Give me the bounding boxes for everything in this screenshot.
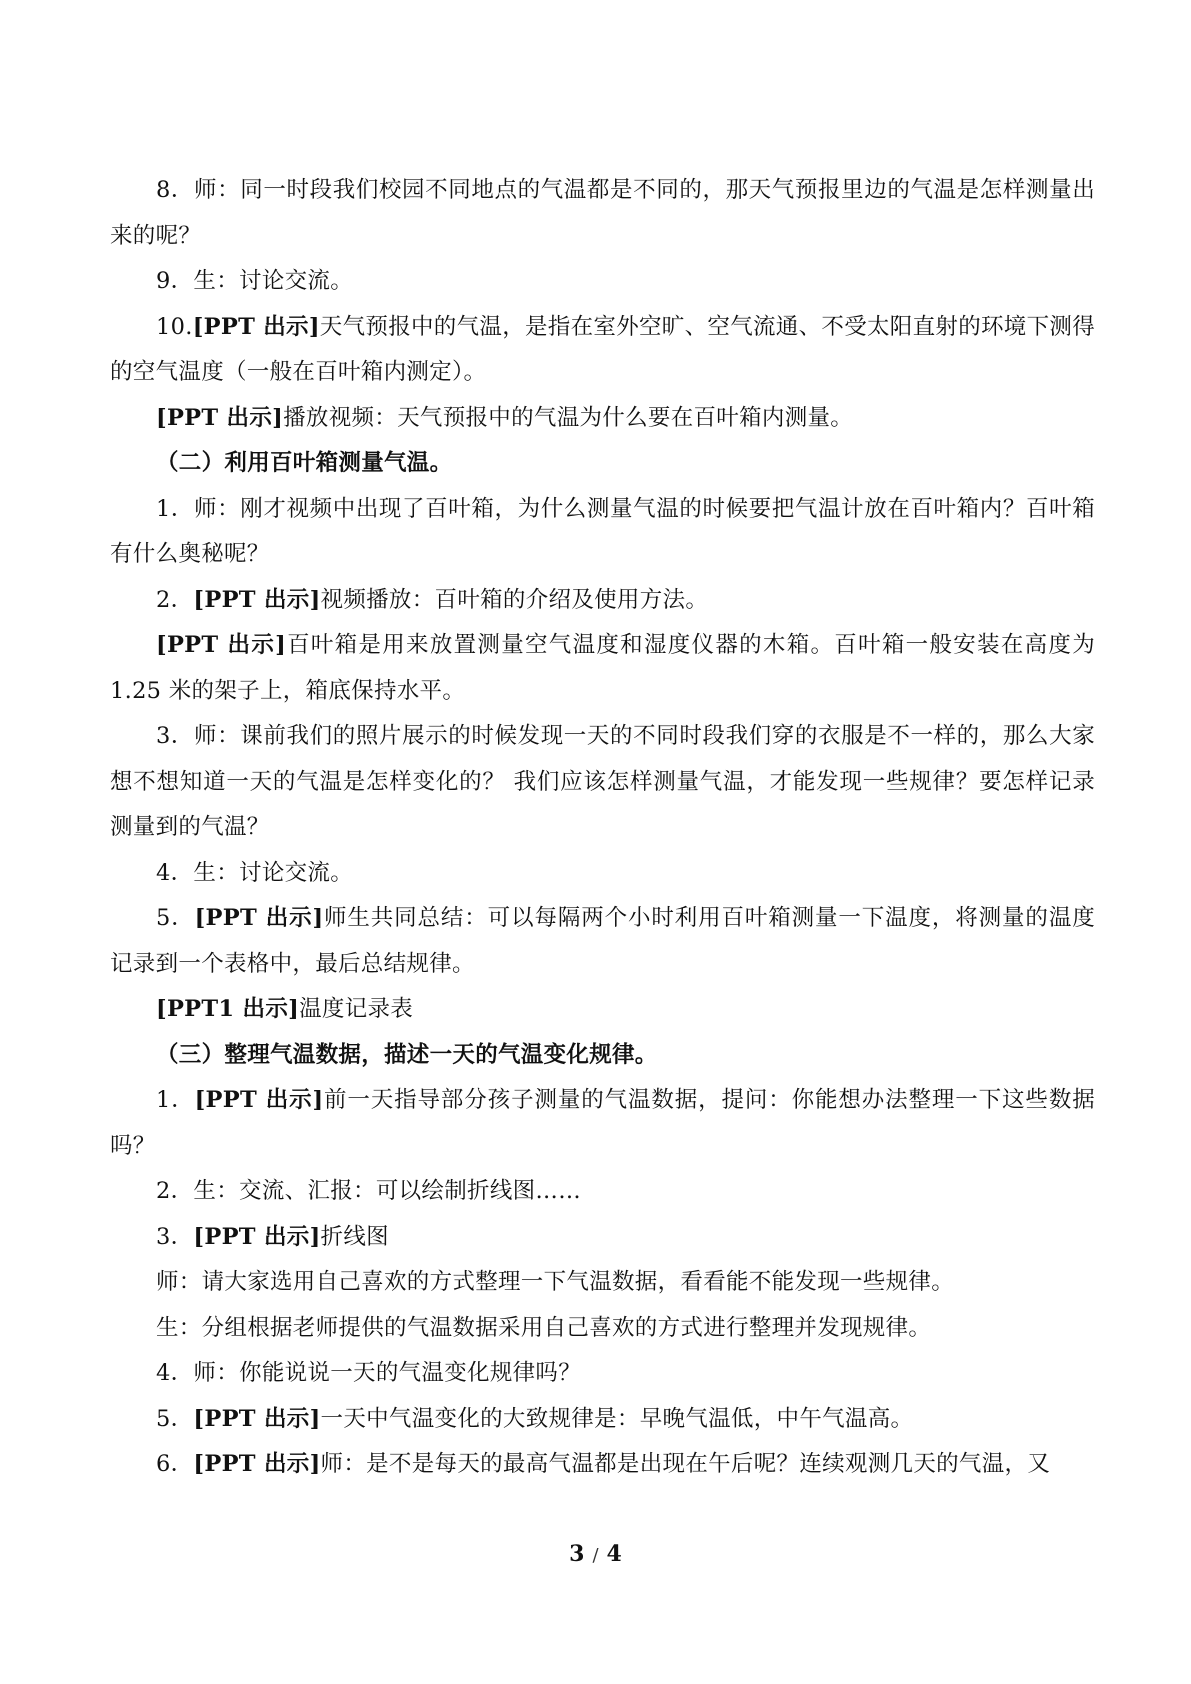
item-number: 2． xyxy=(156,586,194,613)
item-number: 10. xyxy=(156,313,193,340)
paragraph-text: 百叶箱是用来放置测量空气温度和湿度仪器的木箱。百叶箱一般安装在高度为 1.25 米的架子上，箱底保持水平。 xyxy=(110,632,1096,704)
paragraph-text: （二）利用百叶箱测量气温。 xyxy=(156,450,453,476)
item-number: 5． xyxy=(156,1405,194,1432)
page-separator: / xyxy=(592,1545,599,1566)
paragraph-text: 生：分组根据老师提供的气温数据采用自己喜欢的方式进行整理并发现规律。 xyxy=(156,1314,932,1341)
item-number: 1． xyxy=(156,1087,195,1113)
paragraph-text: 师：你能说说一天的气温变化规律吗？ xyxy=(193,1360,582,1386)
paragraph xyxy=(110,1078,1095,1169)
paragraph xyxy=(110,396,1095,442)
ppt-tag: [PPT 出示] xyxy=(192,313,320,340)
item-number: 5． xyxy=(156,905,195,931)
item-number: 4． xyxy=(156,859,194,886)
section-heading xyxy=(110,1033,1095,1079)
paragraph xyxy=(110,578,1095,624)
ppt-tag: [PPT 出示] xyxy=(193,586,321,613)
item-number: 3． xyxy=(156,1223,194,1250)
paragraph xyxy=(110,1215,1095,1261)
paragraph xyxy=(110,259,1095,305)
paragraph-text: （三）整理气温数据，描述一天的气温变化规律。 xyxy=(156,1041,658,1068)
page-number xyxy=(0,1541,1191,1567)
paragraph-text: 生：交流、汇报：可以绘制折线图…… xyxy=(193,1178,582,1204)
current-page-number: 3 xyxy=(569,1541,585,1567)
paragraph-text: 播放视频：天气预报中的气温为什么要在百叶箱内测量。 xyxy=(283,404,854,431)
item-number: 3． xyxy=(156,723,195,749)
item-number: 1． xyxy=(156,495,195,522)
paragraph-text: 师：课前我们的照片展示的时候发现一天的不同时段我们穿的衣服是不一样的，那么大家想不想知道一天的气温是怎样变化的？ 我们应该怎样测量气温，才能发现一些规律？要怎样记录测量到的气温？ xyxy=(110,723,1096,840)
paragraph-text: 折线图 xyxy=(320,1223,389,1250)
paragraph-text: 师：同一时段我们校园不同地点的气温都是不同的，那天气预报里边的气温是怎样测量出来的呢？ xyxy=(110,177,1096,249)
ppt-tag: [PPT 出示] xyxy=(193,1451,321,1477)
paragraph-text: 师：是不是每天的最高气温都是出现在午后呢？连续观测几天的气温，又 xyxy=(320,1451,1051,1477)
paragraph-text: 天气预报中的气温，是指在室外空旷、空气流通、不受太阳直射的环境下测得的空气温度（一般在百叶箱内测定）。 xyxy=(110,313,1095,385)
ppt-tag: [PPT 出示] xyxy=(193,1223,321,1250)
paragraph-text: 生：讨论交流。 xyxy=(193,268,354,294)
paragraph xyxy=(110,623,1095,714)
paragraph xyxy=(110,896,1095,987)
paragraph-text: 视频播放：百叶箱的介绍及使用方法。 xyxy=(320,586,709,613)
paragraph-text: 师生共同总结：可以每隔两个小时利用百叶箱测量一下温度，将测量的温度记录到一个表格中，最后总结规律。 xyxy=(110,905,1095,977)
paragraph-text: 温度记录表 xyxy=(299,996,414,1022)
paragraph xyxy=(110,487,1095,578)
ppt-tag: [PPT 出示] xyxy=(193,1405,321,1432)
paragraph xyxy=(110,1169,1095,1215)
paragraph xyxy=(110,1442,1095,1488)
paragraph xyxy=(110,714,1095,851)
item-number: 4． xyxy=(156,1360,194,1386)
paragraph xyxy=(110,168,1095,259)
total-page-count: 4 xyxy=(606,1541,622,1567)
item-number: 6． xyxy=(156,1451,194,1477)
ppt-tag: [PPT 出示] xyxy=(156,404,284,431)
item-number: 2． xyxy=(156,1178,194,1204)
paragraph-text: 一天中气温变化的大致规律是：早晚气温低，中午气温高。 xyxy=(320,1405,914,1432)
paragraph xyxy=(110,1260,1095,1306)
document-body xyxy=(110,168,1095,1488)
item-number: 8． xyxy=(156,177,195,203)
ppt-tag: [PPT 出示] xyxy=(156,632,287,658)
paragraph xyxy=(110,1397,1095,1443)
paragraph xyxy=(110,1351,1095,1397)
paragraph xyxy=(110,305,1095,396)
paragraph-text: 师：请大家选用自己喜欢的方式整理一下气温数据，看看能不能发现一些规律。 xyxy=(156,1269,955,1295)
ppt-tag: [PPT1 出示] xyxy=(156,996,300,1022)
paragraph-text: 师：刚才视频中出现了百叶箱，为什么测量气温的时候要把气温计放在百叶箱内？百叶箱有什么奥秘呢？ xyxy=(110,495,1096,567)
paragraph xyxy=(110,1306,1095,1352)
paragraph xyxy=(110,987,1095,1033)
ppt-tag: [PPT 出示] xyxy=(194,905,324,931)
section-heading xyxy=(110,441,1095,487)
paragraph xyxy=(110,851,1095,897)
ppt-tag: [PPT 出示] xyxy=(194,1087,324,1113)
item-number: 9． xyxy=(156,268,194,294)
paragraph-text: 生：讨论交流。 xyxy=(193,859,354,886)
paragraph-text: 前一天指导部分孩子测量的气温数据，提问：你能想办法整理一下这些数据吗？ xyxy=(110,1087,1095,1159)
